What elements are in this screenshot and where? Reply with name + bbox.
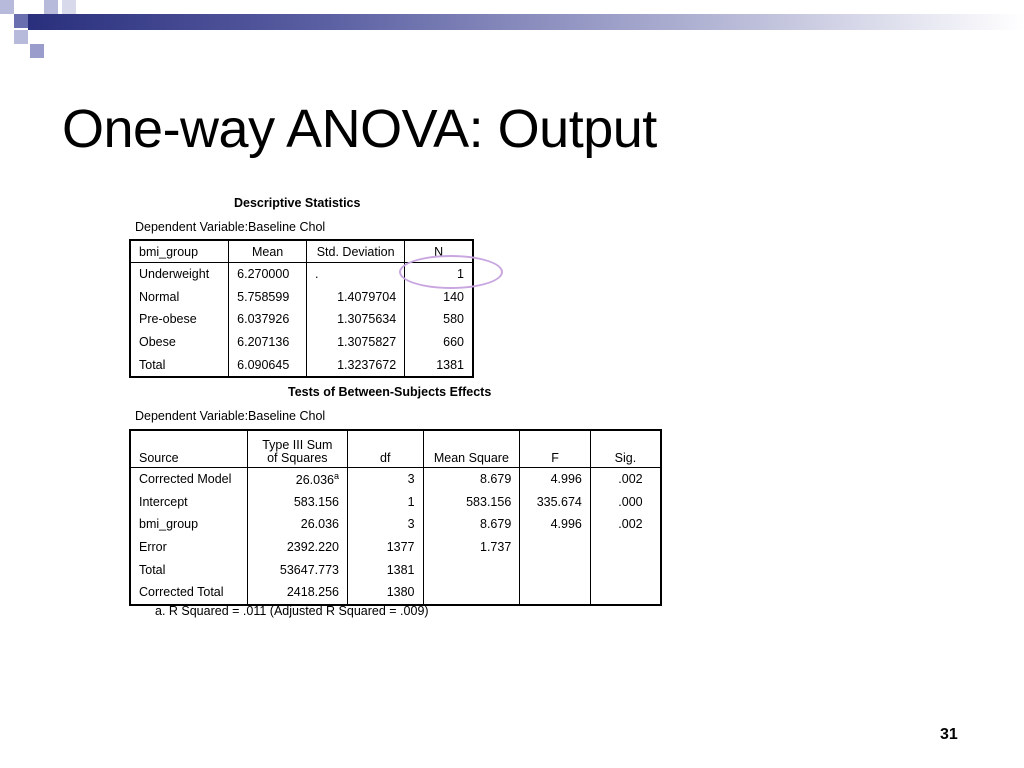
cell-mean-square: 8.679 (423, 468, 520, 491)
descriptives-caption: Descriptive Statistics (234, 196, 361, 210)
table-row (130, 353, 473, 377)
cell-sum-of-squares: 2392.220 (247, 536, 347, 559)
cell-f (520, 558, 591, 581)
row-label: Obese (130, 331, 229, 354)
cell-f: 335.674 (520, 491, 591, 514)
footnote-marker: a (333, 471, 339, 482)
descriptives-dependent-variable: Dependent Variable:Baseline Chol (135, 220, 326, 234)
corner-square-7 (14, 30, 28, 44)
highlight-circle (399, 255, 503, 289)
cell-df: 3 (348, 513, 424, 536)
cell-sum-of-squares: 26.036 (247, 513, 347, 536)
cell-f (520, 536, 591, 559)
tests-caption: Tests of Between-Subjects Effects (288, 385, 492, 399)
slide-title: One-way ANOVA: Output (62, 99, 657, 159)
table-row (130, 536, 661, 559)
cell-f: 4.996 (520, 468, 591, 491)
corner-square-5 (14, 14, 28, 28)
corner-square-3 (44, 0, 58, 14)
cell-std: 1.3075634 (307, 308, 405, 331)
column-header: df (348, 430, 424, 468)
row-label: Corrected Model (130, 468, 247, 491)
cell-value: 26.036 (295, 473, 334, 488)
cell-sum-of-squares: 2418.256 (247, 581, 347, 605)
table-header-row (130, 430, 661, 468)
cell-std: . (307, 263, 405, 286)
column-header: bmi_group (130, 240, 229, 263)
cell-df: 3 (348, 468, 424, 491)
row-label: Total (130, 353, 229, 377)
column-header-line: of Squares (267, 451, 328, 465)
table-row (130, 308, 473, 331)
table-row (130, 513, 661, 536)
tests-dependent-variable: Dependent Variable:Baseline Chol (135, 409, 326, 423)
cell-mean: 6.090645 (229, 353, 307, 377)
cell-mean: 6.037926 (229, 308, 307, 331)
cell-df: 1377 (348, 536, 424, 559)
between-subjects-effects-table (129, 429, 662, 606)
cell-n: 140 (443, 289, 464, 304)
row-label: Pre-obese (130, 308, 229, 331)
cell-sig: .000 (618, 494, 643, 509)
cell-std: 1.3075827 (307, 331, 405, 354)
header-banner (28, 14, 1024, 30)
table-row (130, 581, 661, 605)
cell-f (520, 581, 591, 605)
cell-mean: 6.207136 (229, 331, 307, 354)
row-label: bmi_group (130, 513, 247, 536)
cell-mean-square: 8.679 (423, 513, 520, 536)
row-label: Corrected Total (130, 581, 247, 605)
table-row (130, 558, 661, 581)
table-row (130, 331, 473, 354)
row-label: Underweight (130, 263, 229, 286)
cell-n: 660 (443, 335, 464, 350)
column-header: Sig. (590, 430, 661, 468)
table-row (130, 286, 473, 309)
table-footnote: a. R Squared = .011 (Adjusted R Squared = .009) (155, 604, 429, 618)
cell-mean: 5.758599 (229, 286, 307, 309)
corner-square-8 (30, 44, 44, 58)
page-number: 31 (940, 726, 958, 743)
cell-sum-of-squares (247, 468, 347, 491)
column-header: F (520, 430, 591, 468)
cell-mean: 6.270000 (229, 263, 307, 286)
cell-sig (590, 558, 661, 581)
row-label: Error (130, 536, 247, 559)
cell-df: 1 (348, 491, 424, 514)
row-label: Total (130, 558, 247, 581)
cell-n: 580 (443, 312, 464, 327)
cell-sig (590, 536, 661, 559)
cell-f: 4.996 (520, 513, 591, 536)
corner-square-4 (62, 0, 76, 14)
cell-std: 1.3237672 (307, 353, 405, 377)
column-header: Mean (229, 240, 307, 263)
row-label: Normal (130, 286, 229, 309)
cell-mean-square (423, 558, 520, 581)
cell-n: 1 (457, 267, 464, 282)
column-header-sum-of-squares (247, 430, 347, 468)
table-row (130, 468, 661, 491)
cell-df: 1380 (348, 581, 424, 605)
corner-square-1 (0, 0, 14, 14)
cell-mean-square: 1.737 (423, 536, 520, 559)
cell-sig: .002 (618, 517, 643, 532)
column-header: Source (130, 430, 247, 468)
cell-sig (590, 581, 661, 605)
row-label: Intercept (130, 491, 247, 514)
cell-sum-of-squares: 53647.773 (247, 558, 347, 581)
corner-square-2 (14, 0, 28, 14)
column-header: Std. Deviation (307, 240, 405, 263)
cell-n: 1381 (436, 357, 464, 372)
cell-sig: .002 (618, 472, 643, 487)
cell-mean-square (423, 581, 520, 605)
cell-sum-of-squares: 583.156 (247, 491, 347, 514)
cell-std: 1.4079704 (307, 286, 405, 309)
column-header: N (405, 240, 473, 263)
table-row (130, 491, 661, 514)
column-header: Mean Square (423, 430, 520, 468)
cell-df: 1381 (348, 558, 424, 581)
cell-mean-square: 583.156 (423, 491, 520, 514)
column-header-line: Type III Sum (262, 438, 333, 452)
